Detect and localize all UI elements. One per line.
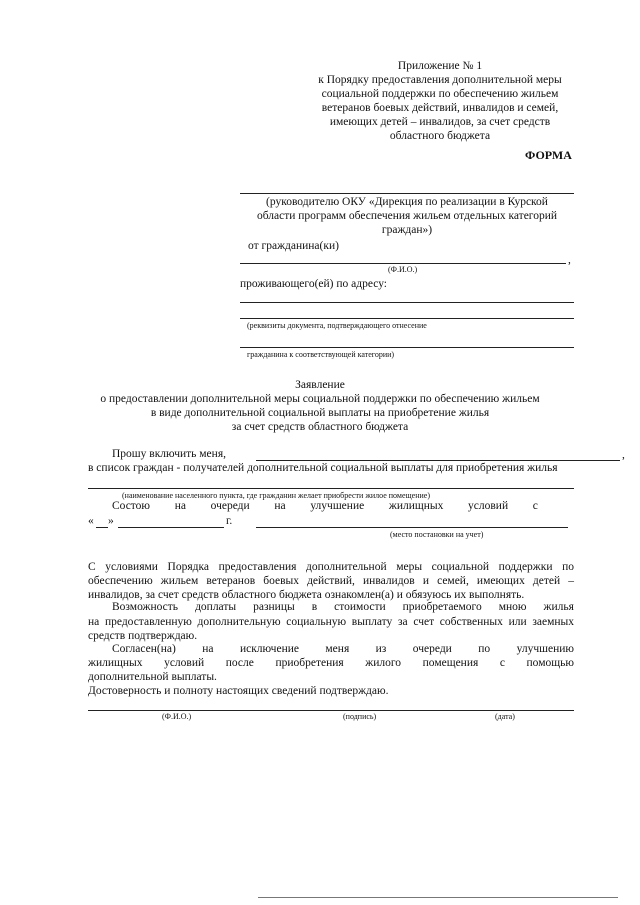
consent-word: исключение bbox=[239, 643, 299, 655]
consent-line-2 bbox=[88, 657, 574, 669]
consent-word: по bbox=[478, 643, 491, 655]
from-citizen-label: от гражданина(ки) bbox=[248, 240, 339, 252]
possibility-word: жилья bbox=[543, 601, 574, 613]
queue-word: с bbox=[532, 500, 538, 512]
scan-edge bbox=[258, 897, 618, 898]
fio-line[interactable] bbox=[240, 263, 566, 264]
category-line[interactable] bbox=[240, 347, 574, 348]
form-label: ФОРМА bbox=[525, 148, 572, 162]
queue-word: на bbox=[274, 500, 286, 512]
consent-word: условий bbox=[164, 657, 205, 669]
consent-word: Согласен(на) bbox=[112, 643, 176, 655]
include-line[interactable] bbox=[256, 460, 620, 461]
place-caption: (место постановки на учет) bbox=[390, 530, 484, 539]
list-line: в список граждан - получателей дополнительной социальной выплаты для приобретения жилья bbox=[88, 462, 558, 474]
addressee-line bbox=[240, 193, 574, 194]
signature-fio-caption: (Ф.И.О.) bbox=[162, 712, 192, 721]
consent-word: с bbox=[499, 657, 505, 669]
signature-sign-caption: (подпись) bbox=[343, 712, 377, 721]
day-field[interactable] bbox=[96, 527, 108, 528]
queue-word: жилищных bbox=[388, 500, 444, 512]
consent-word: улучшению bbox=[516, 643, 574, 655]
possibility-word: доплаты bbox=[195, 601, 237, 613]
possibility-text: на предоставленную дополнительную социальную выплату за счет собственных или заемных bbox=[88, 616, 574, 628]
possibility-word: стоимости bbox=[334, 601, 386, 613]
conditions-line: С условиями Порядка предоставления дополнительной меры социальной поддержки по bbox=[88, 561, 574, 573]
signature-date-caption: (дата) bbox=[495, 712, 515, 721]
possibility-word: Возможность bbox=[112, 601, 179, 613]
year-suffix: г. bbox=[226, 515, 233, 527]
possibility-text: средств подтверждаю. bbox=[88, 630, 198, 642]
conditions-line: обеспечению жильем ветеранов боевых действий, инвалидов и семей, имеющих детей – bbox=[88, 575, 574, 587]
date-open: « bbox=[88, 515, 94, 527]
queue-word: Состою bbox=[112, 500, 151, 512]
appendix-line: имеющих детей – инвалидов, за счет средств bbox=[329, 116, 551, 128]
consent-last: дополнительной выплаты. bbox=[88, 671, 217, 683]
place-line[interactable] bbox=[256, 527, 568, 528]
statement-subtitle: за счет средств областного бюджета bbox=[231, 421, 409, 433]
category-caption: гражданина к соответствующей категории) bbox=[247, 350, 395, 359]
statement-title: Заявление bbox=[295, 379, 345, 391]
queue-word: очереди bbox=[210, 500, 250, 512]
conditions-paragraph bbox=[88, 560, 574, 602]
consent-word: очереди bbox=[412, 643, 452, 655]
appendix-line: к Порядку предоставления дополнительной меры bbox=[318, 74, 562, 86]
consent-word: на bbox=[202, 643, 214, 655]
possibility-word: приобретаемого bbox=[402, 601, 482, 613]
queue-word: улучшение bbox=[310, 500, 365, 512]
consent-word: помощью bbox=[526, 657, 574, 669]
consent-word: приобретения bbox=[275, 657, 344, 669]
settlement-caption: (наименование населенного пункта, где гражданин желает приобрести жилое помещение) bbox=[122, 491, 430, 500]
residing-label: проживающего(ей) по адресу: bbox=[240, 278, 387, 290]
consent-word: после bbox=[225, 657, 254, 669]
consent-word: жилого bbox=[365, 657, 402, 669]
fio-caption: (Ф.И.О.) bbox=[388, 265, 418, 274]
consent-word: меня bbox=[325, 643, 350, 655]
include-comma: , bbox=[622, 449, 625, 461]
possibility-paragraph bbox=[88, 615, 574, 643]
document-line[interactable] bbox=[240, 318, 574, 319]
queue-word: условий bbox=[468, 500, 509, 512]
consent-word: помещения bbox=[422, 657, 479, 669]
document-caption: (реквизиты документа, подтверждающего отнесение bbox=[247, 321, 427, 330]
include-me-label: Прошу включить меня, bbox=[112, 448, 226, 460]
statement-subtitle: о предоставлении дополнительной меры социальной поддержки по обеспечению жильем bbox=[100, 393, 540, 405]
appendix-line: областного бюджета bbox=[389, 130, 491, 142]
fio-comma: , bbox=[568, 254, 571, 266]
possibility-word: в bbox=[311, 601, 318, 613]
possibility-word: мною bbox=[498, 601, 527, 613]
statement-subtitle: в виде дополнительной социальной выплаты на приобретение жилья bbox=[150, 407, 490, 419]
signature-line[interactable] bbox=[88, 710, 574, 711]
appendix-title: Приложение № 1 bbox=[397, 60, 483, 72]
addressee-text: (руководителю ОКУ «Дирекция по реализации в Курской bbox=[266, 196, 548, 208]
appendix-line: ветеранов боевых действий, инвалидов и семей, bbox=[321, 102, 559, 114]
consent-line bbox=[112, 643, 574, 655]
consent-word: из bbox=[375, 643, 387, 655]
consent-word: жилищных bbox=[88, 657, 143, 669]
possibility-word: разницы bbox=[253, 601, 295, 613]
conditions-line: инвалидов, за счет средств областного бюджета ознакомлен(а) и обязуюсь их выполнять. bbox=[88, 589, 525, 601]
possibility-line bbox=[112, 601, 574, 613]
queue-word: на bbox=[174, 500, 186, 512]
appendix-line: социальной поддержки по обеспечению жильем bbox=[321, 88, 559, 100]
addressee-text: граждан») bbox=[381, 224, 433, 236]
address-line[interactable] bbox=[240, 302, 574, 303]
confirm-text: Достоверность и полноту настоящих сведений подтверждаю. bbox=[88, 685, 389, 697]
date-close: » bbox=[108, 515, 114, 527]
queue-line bbox=[112, 500, 538, 512]
settlement-line[interactable] bbox=[88, 488, 574, 489]
addressee-text: области программ обеспечения жильем отдельных категорий bbox=[256, 210, 558, 222]
month-year-field[interactable] bbox=[118, 527, 224, 528]
